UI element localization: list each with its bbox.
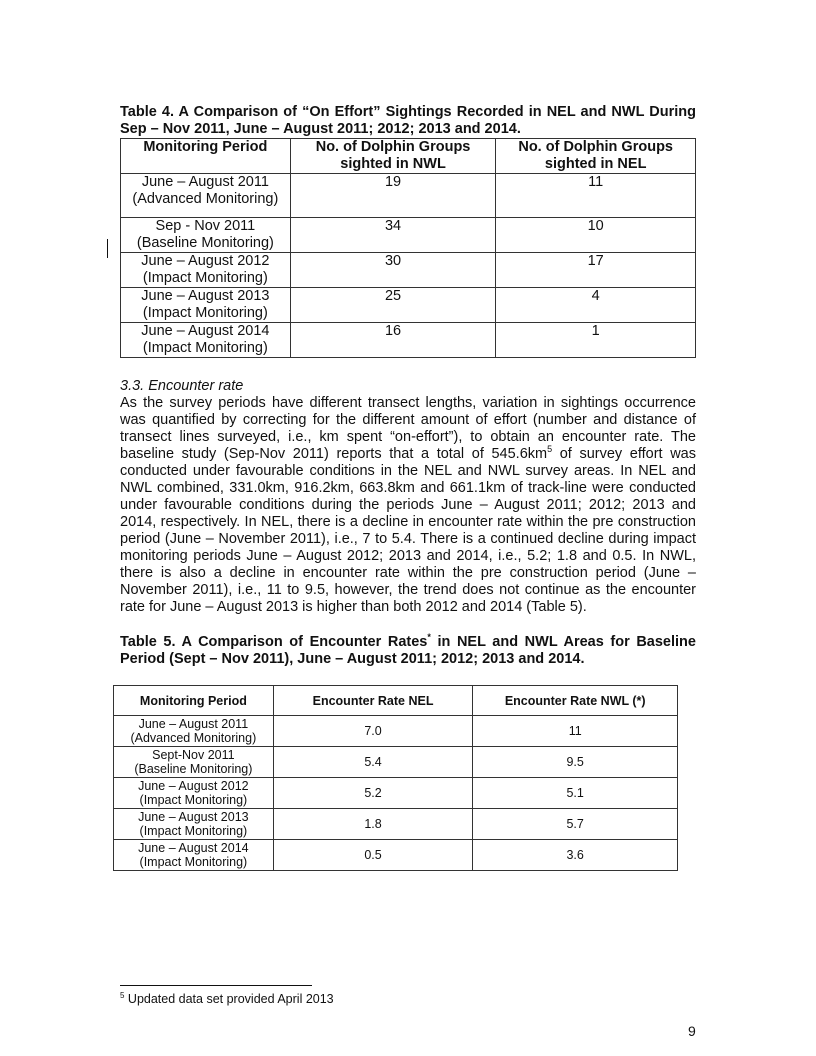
table5-header-nwl: Encounter Rate NWL (*)	[473, 686, 678, 716]
table4-header-nwl: No. of Dolphin Groups sighted in NWL	[290, 139, 496, 174]
table4-cell-nel: 10	[496, 218, 696, 253]
page-number: 9	[688, 1023, 696, 1039]
phase-text: (Baseline Monitoring)	[134, 762, 253, 776]
table5-cell-nel: 7.0	[273, 716, 473, 747]
period-text: June – August 2014	[141, 323, 270, 339]
table4	[120, 138, 696, 358]
table4-cell-period	[121, 174, 291, 218]
paragraph-text-part1: As the survey periods have different transect lengths, variation in sightings occurrence was quantified by correcting for the different amount of effort (number and distance of transect lines surveyed, i.e., km spent “on-effort”), to obtain an encounter rate. The baseline study (Sep-Nov 2011) reports that a total of 545.6km	[120, 395, 696, 462]
table5-cell-period	[114, 840, 274, 871]
table5-cell-nwl: 3.6	[473, 840, 678, 871]
phase-text: (Impact Monitoring)	[142, 270, 268, 286]
footnote-mark: 5	[120, 991, 125, 1000]
paragraph-text-part2: of survey effort was conducted under favourable conditions in the NEL and NWL survey areas. In NEL and NWL combined, 331.0km, 916.2km, 663.8km and 661.1km of track-line were conducted under favourable conditions during the periods June – August 2011; 2012; 2013 and 2014, respectively. In NEL, there is a decline in encounter rate within the pre construction period (June – November 2011), i.e., 7 to 5.4. There is a continued decline during impact monitoring periods June – August 2012; 2013 and 2014, i.e., 5.2; 1.8 and 0.5. In NWL, there is also a decline in encounter rate within the pre construction period (June – November 2011), i.e., 11 to 9.5, however, the trend does not continue as the encounter rate for June – August 2013 is higher than both 2012 and 2014 (Table 5).	[120, 446, 696, 615]
footnote-reference: 5	[547, 444, 553, 455]
table4-cell-nwl: 25	[290, 288, 496, 323]
table-row	[114, 809, 678, 840]
table4-cell-nel: 4	[496, 288, 696, 323]
table5-cell-nwl: 5.1	[473, 778, 678, 809]
period-text: June – August 2014	[138, 840, 249, 855]
table5-cell-nwl: 11	[473, 716, 678, 747]
table5-cell-nel: 5.2	[273, 778, 473, 809]
period-text: June – August 2013	[141, 288, 270, 304]
period-text: Sep - Nov 2011	[155, 218, 256, 234]
table5-cell-nel: 5.4	[273, 747, 473, 778]
table4-cell-nel: 17	[496, 253, 696, 288]
table-row	[114, 778, 678, 809]
table4-cell-period	[121, 253, 291, 288]
period-text: June – August 2012	[141, 253, 270, 269]
table5-cell-period	[114, 809, 274, 840]
table4-cell-nwl: 34	[290, 218, 496, 253]
table5-caption-part2: in NEL and NWL Areas for Baseline Period (Sept – Nov 2011), June – August 2011; 2012; 2013 and 2014.	[120, 634, 696, 667]
table5	[113, 685, 678, 871]
table4-cell-nwl: 19	[290, 174, 496, 218]
phase-text: (Impact Monitoring)	[142, 305, 268, 321]
body-paragraph	[120, 395, 696, 616]
period-text: June – August 2012	[138, 778, 249, 793]
table-row	[121, 174, 696, 218]
table4-cell-period	[121, 218, 291, 253]
table5-header-period: Monitoring Period	[114, 686, 274, 716]
footnote-text: Updated data set provided April 2013	[124, 992, 334, 1007]
table5-cell-nel: 1.8	[273, 809, 473, 840]
table4-header-row	[121, 139, 696, 174]
table-row	[121, 288, 696, 323]
table5-cell-nwl: 9.5	[473, 747, 678, 778]
phase-text: (Baseline Monitoring)	[136, 235, 274, 251]
table-row	[114, 840, 678, 871]
table5-cell-nel: 0.5	[273, 840, 473, 871]
table4-caption: Table 4. A Comparison of “On Effort” Sightings Recorded in NEL and NWL During Sep – Nov 2011, June – August 2011; 2012; 2013 and 2014.	[120, 104, 696, 137]
table5-cell-period	[114, 716, 274, 747]
phase-text: (Impact Monitoring)	[139, 855, 248, 869]
phase-text: (Advanced Monitoring)	[130, 731, 257, 745]
table4-cell-nwl: 16	[290, 323, 496, 358]
phase-text: (Impact Monitoring)	[142, 340, 268, 356]
period-text: June – August 2013	[138, 809, 249, 824]
table-row	[121, 253, 696, 288]
phase-text: (Impact Monitoring)	[139, 793, 248, 807]
table5-caption	[120, 634, 696, 668]
table4-cell-period	[121, 288, 291, 323]
phase-text: (Advanced Monitoring)	[132, 191, 279, 207]
table-row	[114, 747, 678, 778]
period-text: June – August 2011	[138, 716, 249, 731]
table-row	[121, 323, 696, 358]
section-heading: 3.3. Encounter rate	[120, 378, 244, 394]
table5-header-nel: Encounter Rate NEL	[273, 686, 473, 716]
table4-header-nel: No. of Dolphin Groups sighted in NEL	[496, 139, 696, 174]
table4-cell-period	[121, 323, 291, 358]
period-text: June – August 2011	[141, 174, 269, 190]
phase-text: (Impact Monitoring)	[139, 824, 248, 838]
revision-change-bar	[107, 239, 108, 258]
table4-header-period: Monitoring Period	[121, 139, 291, 174]
table4-cell-nel: 1	[496, 323, 696, 358]
table-row	[114, 716, 678, 747]
period-text: Sept-Nov 2011	[152, 747, 235, 762]
table5-caption-asterisk: *	[427, 632, 431, 643]
footnote	[120, 991, 334, 1006]
table-row	[121, 218, 696, 253]
table4-cell-nwl: 30	[290, 253, 496, 288]
table5-cell-nwl: 5.7	[473, 809, 678, 840]
table5-header-row	[114, 686, 678, 716]
table5-cell-period	[114, 778, 274, 809]
page-content	[120, 104, 696, 871]
footnote-separator	[120, 985, 312, 986]
table5-caption-part1: Table 5. A Comparison of Encounter Rates	[120, 634, 428, 650]
table4-cell-nel: 11	[496, 174, 696, 218]
table5-cell-period	[114, 747, 274, 778]
